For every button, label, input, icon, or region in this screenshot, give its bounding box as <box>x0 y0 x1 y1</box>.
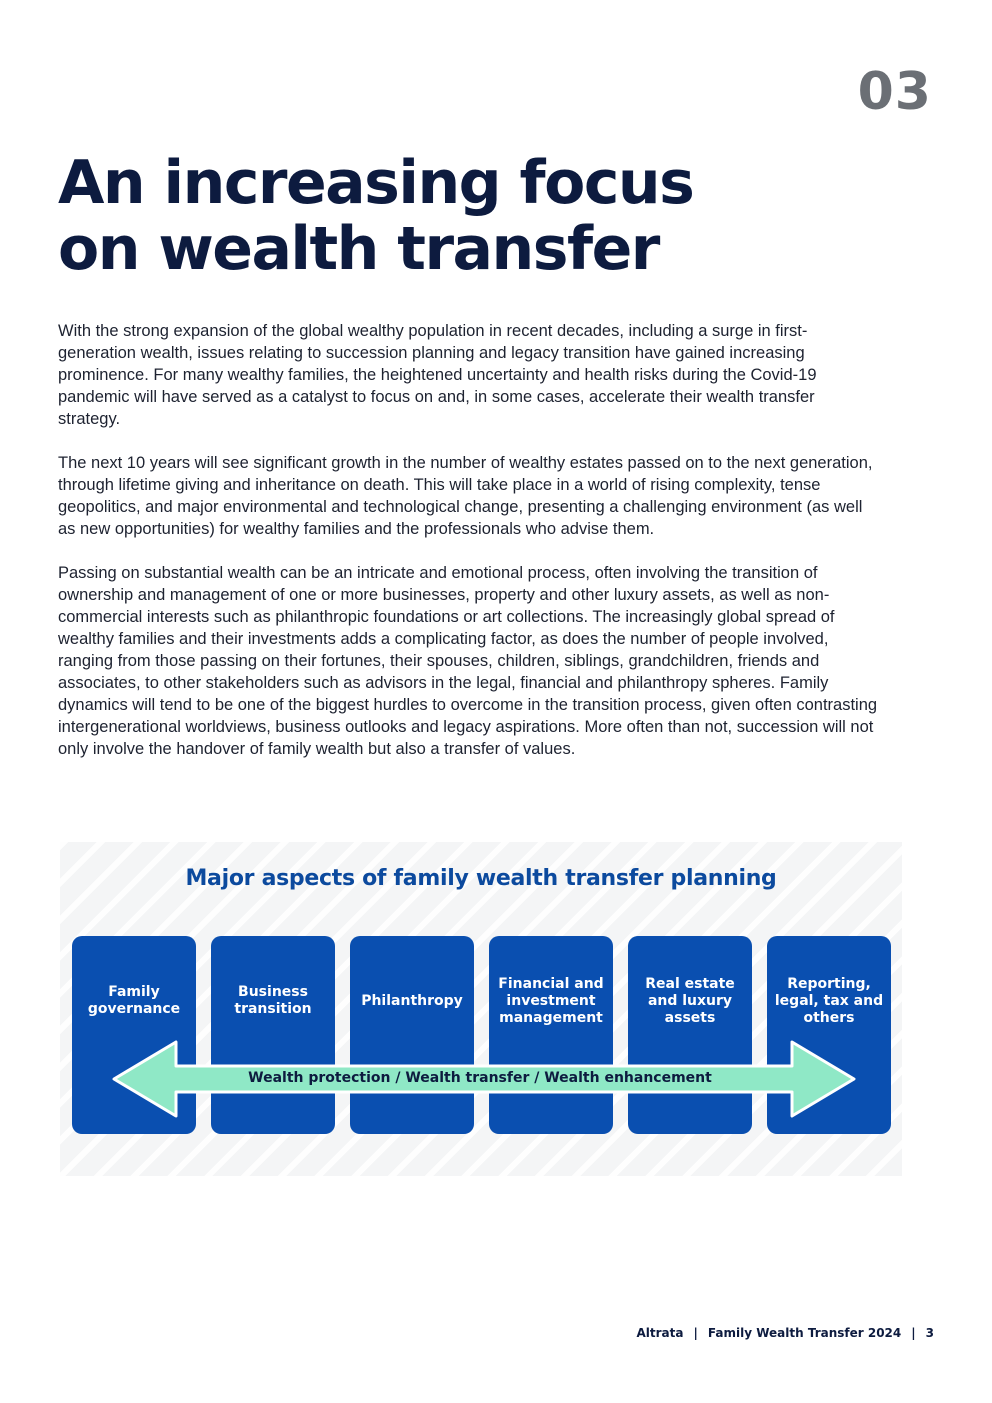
page-footer <box>637 1326 935 1340</box>
arrow-label: Wealth protection / Wealth transfer / Wealth enhancement <box>248 1070 712 1086</box>
footer-separator: | <box>911 1326 916 1340</box>
section-number: 03 <box>857 62 932 122</box>
aspect-label: Real estate and luxury assets <box>645 975 735 1026</box>
body-text <box>58 320 878 782</box>
aspect-label: Philanthropy <box>361 992 463 1009</box>
footer-separator: | <box>693 1326 698 1340</box>
aspect-label: Family governance <box>87 984 181 1017</box>
aspect-label: Reporting, legal, tax and others <box>774 975 884 1026</box>
wealth-transfer-diagram <box>60 842 902 1176</box>
paragraph: With the strong expansion of the global wealthy population in recent decades, including a surge in first-generation wealth, issues relating to succession planning and legacy transition have gained increasing prominence. For many wealthy families, the heightened uncertainty and health risks during the Covid-19 pandemic will have served as a catalyst to focus on and, in some cases, accelerate their wealth transfer strategy. <box>58 322 817 428</box>
paragraph: The next 10 years will see significant growth in the number of wealthy estates passed on to the next generation, through lifetime giving and inheritance on death. This will take place in a world of rising complexity, tense geopolitics, and major environmental and technological change, presenting a challenging environment (as well as new opportunities) for wealthy families and the professionals who advise them. <box>58 454 873 538</box>
page-number: 3 <box>925 1326 934 1340</box>
diagram-title: Major aspects of family wealth transfer planning <box>185 866 777 891</box>
paragraph: Passing on substantial wealth can be an intricate and emotional process, often involving the transition of ownership and management of one or more businesses, property and other luxury assets, as well as non-commercial interests such as philanthropic foundations or art collections. The increasingly global spread of wealthy families and their investments adds a complicating factor, as does the number of people involved, ranging from those passing on their fortunes, their spouses, children, siblings, grandchildren, friends and associates, to other stakeholders such as advisors in the legal, financial and philanthropy spheres. Family dynamics will tend to be one of the biggest hurdles to overcome in the transition process, given often contrasting intergenerational worldviews, business outlooks and legacy aspirations. More often than not, succession will not only involve the handover of family wealth but also a transfer of values. <box>58 564 878 758</box>
aspect-label: Business transition <box>234 984 312 1017</box>
aspect-label: Financial and investment management <box>498 975 604 1026</box>
page-title: An increasing focus on wealth transfer <box>58 148 694 284</box>
footer-brand: Altrata <box>636 1326 684 1340</box>
footer-report-title: Family Wealth Transfer 2024 <box>707 1326 902 1340</box>
